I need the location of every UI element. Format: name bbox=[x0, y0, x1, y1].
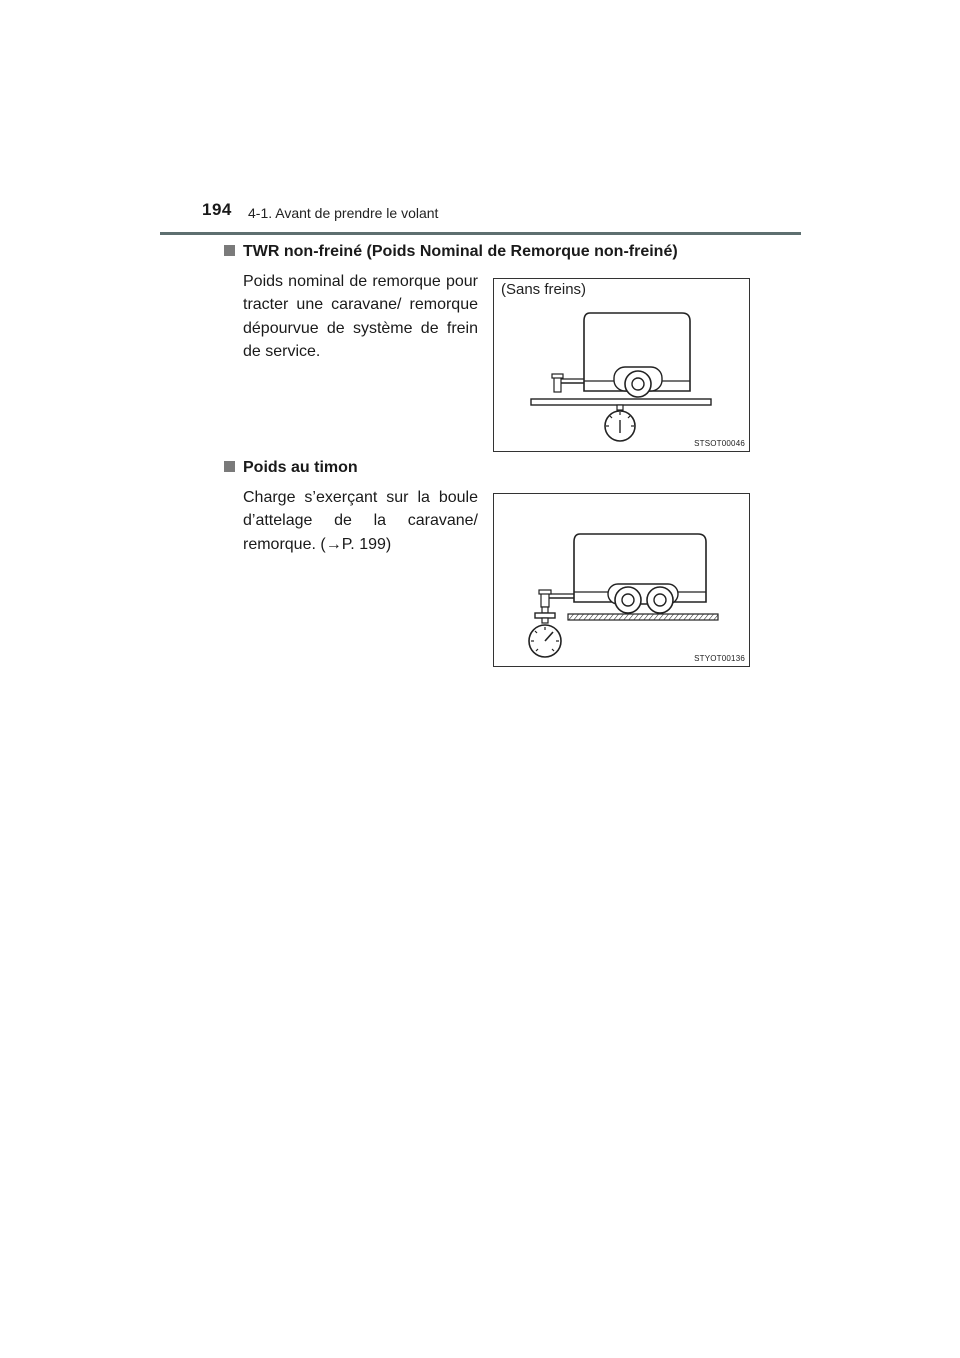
header-divider bbox=[160, 232, 801, 235]
figure-code: STSOT00046 bbox=[694, 439, 745, 448]
trailer-on-scale-illustration bbox=[494, 279, 749, 451]
page-number: 194 bbox=[202, 200, 232, 219]
section-body-tongue-weight: Charge s’exerçant sur la boule d’attelage de la caravane/ remorque. (→P. 199) bbox=[243, 489, 478, 553]
figure-caption: (Sans freins) bbox=[501, 281, 587, 298]
section-title: 4-1. Avant de prendre le volant bbox=[248, 205, 439, 221]
figure-tongue-weight bbox=[493, 493, 750, 667]
figure-unbraked-trailer bbox=[493, 278, 750, 452]
section-heading-unbraked-weight bbox=[224, 243, 678, 261]
tongue-weight-illustration bbox=[494, 494, 749, 666]
figure-code: STYOT00136 bbox=[694, 654, 745, 663]
heading-text: TWR non-freiné (Poids Nominal de Remorque non-freiné) bbox=[243, 243, 678, 260]
bullet-square-icon bbox=[224, 461, 235, 472]
section-body-unbraked-weight: Poids nominal de remorque pour tracter une caravane/ remorque dépourvue de système de frein de service. bbox=[243, 273, 478, 360]
section-heading-tongue-weight bbox=[224, 459, 358, 477]
heading-text: Poids au timon bbox=[243, 459, 358, 476]
bullet-square-icon bbox=[224, 245, 235, 256]
